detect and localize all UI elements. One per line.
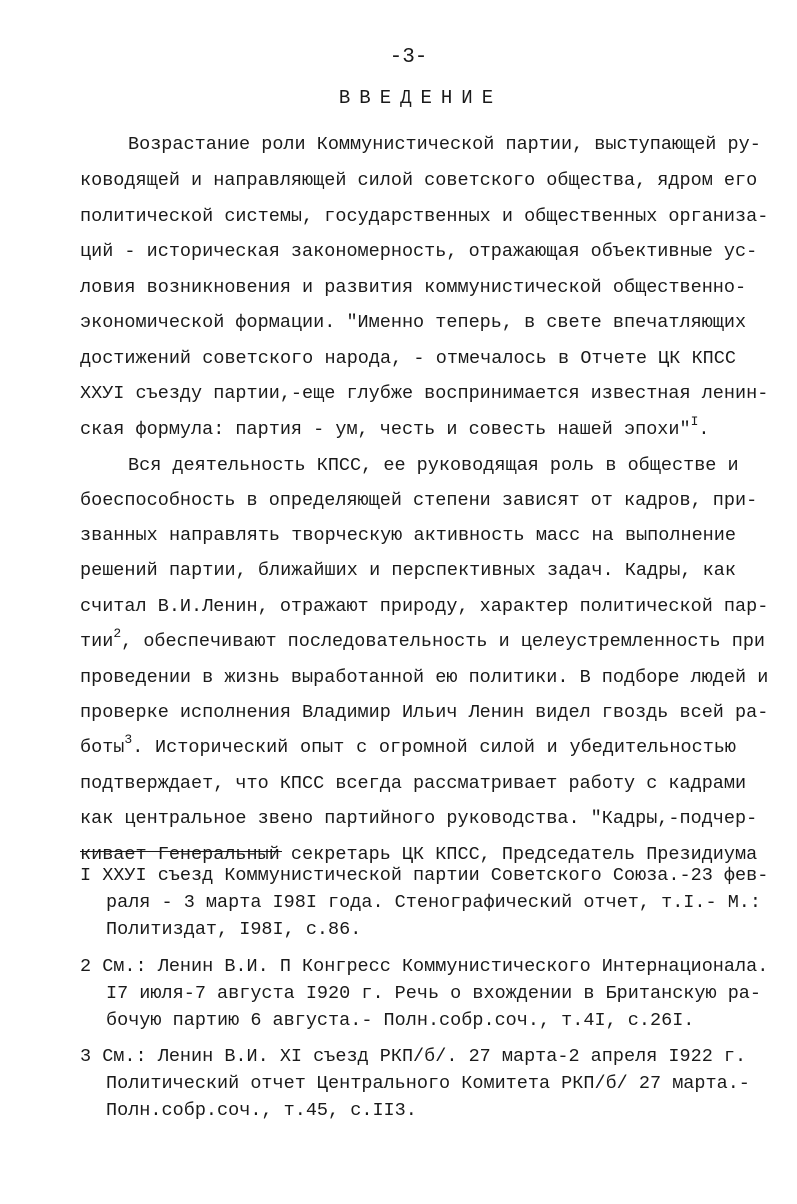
footnote-1-line: I ХХУI съезд Коммунистической партии Советского Союза.-23 фев-	[80, 865, 769, 886]
body-line: боеспособность в определяющей степени зависят от кадров, при-	[80, 490, 758, 511]
body-line: как центральное звено партийного руководства. "Кадры,-подчер-	[80, 808, 758, 829]
body-line: ловия возникновения и развития коммунистической общественно-	[80, 277, 747, 298]
body-line: Вся деятельность КПСС, ее руководящая роль в обществе и	[128, 455, 739, 476]
body-line	[80, 626, 766, 654]
body-line-tail: .	[698, 419, 710, 440]
footnote-1-line: Политиздат, I98I, с.86.	[106, 919, 362, 940]
page-title: ВВЕДЕНИЕ	[338, 87, 503, 109]
footnote-ref-2: 2	[113, 626, 122, 641]
footnote-3-line: Полн.собр.соч., т.45, с.II3.	[106, 1100, 417, 1121]
body-line-text: ская формула: партия - ум, честь и совесть нашей эпохи"	[80, 419, 691, 440]
body-line: решений партии, ближайших и перспективных задач. Кадры, как	[80, 560, 736, 581]
footnote-3-line: Политический отчет Центрального Комитета РКП/б/ 27 марта.-	[106, 1073, 750, 1094]
body-line: ХХУI съезду партии,-еще глубже воспринимается известная ленин-	[80, 383, 769, 404]
footnote-2-line: I7 июля-7 августа I920 г. Речь о вхождении в Британскую ра-	[106, 983, 762, 1004]
body-line-text: . Исторический опыт с огромной силой и убедительностью	[132, 737, 736, 758]
footnote-3-line: 3 См.: Ленин В.И. XI съезд РКП/б/. 27 марта-2 апреля I922 г.	[80, 1046, 747, 1067]
footnote-1-line: раля - 3 марта I98I года. Стенографический отчет, т.I.- М.:	[106, 892, 762, 913]
body-line: проверке исполнения Владимир Ильич Ленин видел гвоздь всей ра-	[80, 702, 769, 723]
body-line: проведении в жизнь выработанной ею политики. В подборе людей и	[80, 667, 769, 688]
footnote-2-line: 2 См.: Ленин В.И. П Конгресс Коммунистического Интернационала.	[80, 956, 769, 977]
body-line	[80, 414, 736, 442]
body-line: экономической формации. "Именно теперь, в свете впечатляющих	[80, 312, 747, 333]
body-line: политической системы, государственных и общественных организа-	[80, 206, 769, 227]
body-line: ководящей и направляющей силой советского общества, ядром его	[80, 170, 758, 191]
body-line: званных направлять творческую активность масс на выполнение	[80, 525, 736, 546]
footnote-rule	[80, 851, 282, 852]
body-line: ций - историческая закономерность, отражающая объективные ус-	[80, 241, 758, 262]
footnote-ref-1: I	[690, 414, 699, 429]
footnote-ref-3: 3	[124, 732, 133, 747]
body-line: Возрастание роли Коммунистической партии, выступающей ру-	[128, 134, 761, 155]
body-line-text: , обеспечивают последовательность и целеустремленность при	[121, 631, 766, 652]
body-line: кивает Генеральный секретарь ЦК КПСС, Председатель Президиума	[80, 844, 758, 865]
footnote-2-line: бочую партию 6 августа.- Полн.собр.соч., т.4I, с.26I.	[106, 1010, 695, 1031]
body-line-text: тии	[80, 631, 114, 652]
body-line: подтверждает, что КПСС всегда рассматривает работу с кадрами	[80, 773, 747, 794]
body-line: достижений советского народа, - отмечалось в Отчете ЦК КПСС	[80, 348, 736, 369]
body-line	[80, 732, 736, 760]
body-line-text: боты	[80, 737, 125, 758]
body-line: считал В.И.Ленин, отражают природу, характер политической пар-	[80, 596, 769, 617]
page-number: -3-	[389, 46, 428, 69]
